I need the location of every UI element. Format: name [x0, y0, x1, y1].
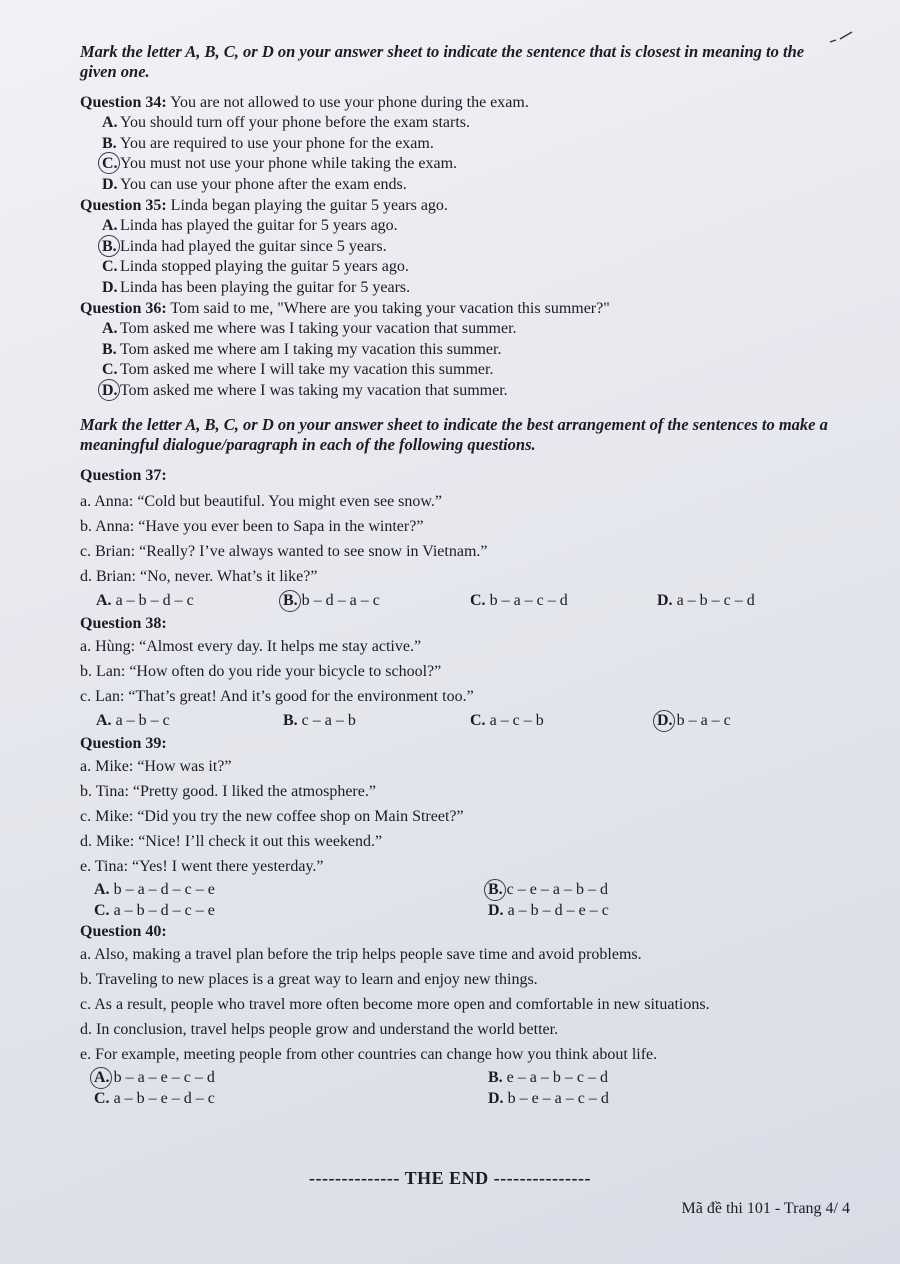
question-label: Question 40: [80, 923, 167, 940]
dialogue-line: b. Tina: “Pretty good. I liked the atmosphere.” [80, 783, 376, 800]
choice-d[interactable]: D. a – b – d – e – c [488, 902, 609, 919]
dialogue-line: e. Tina: “Yes! I went there yesterday.” [80, 858, 324, 875]
dialogue-line: a. Hùng: “Almost every day. It helps me stay active.” [80, 638, 422, 655]
question-label: Question 35: [80, 197, 167, 214]
paragraph-line: e. For example, meeting people from other countries can change how you think about life. [80, 1046, 658, 1063]
dialogue-line: d. Brian: “No, never. What’s it like?” [80, 568, 318, 585]
paragraph-line: c. As a result, people who travel more often become more open and comfortable in new situations. [80, 996, 710, 1013]
answer-choices [80, 879, 844, 921]
question-34 [80, 92, 844, 195]
question-35 [80, 195, 844, 298]
dialogue-line: a. Anna: “Cold but beautiful. You might even see snow.” [80, 493, 443, 510]
page-footer: Mã đề thi 101 - Trang 4/ 4 [681, 1200, 850, 1217]
question-37 [80, 463, 844, 613]
choice-a[interactable]: A. a – b – c [96, 712, 170, 729]
paragraph-line: d. In conclusion, travel helps people grow and understand the world better. [80, 1021, 559, 1038]
question-label: Question 36: [80, 300, 167, 317]
choice-d[interactable]: D. b – e – a – c – d [488, 1090, 609, 1107]
choice-d[interactable]: D. a – b – c – d [657, 592, 755, 609]
dialogue-line: b. Lan: “How often do you ride your bicycle to school?” [80, 663, 442, 680]
option-a[interactable]: A. You should turn off your phone before the exam starts. [102, 114, 471, 131]
option-a[interactable]: A. Linda has played the guitar for 5 years ago. [102, 217, 398, 234]
choice-c[interactable]: C. a – c – b [470, 712, 544, 729]
choice-a[interactable]: A. b – a – d – c – e [94, 881, 215, 898]
question-38 [80, 613, 844, 733]
option-b[interactable]: B. You are required to use your phone for the exam. [102, 134, 434, 152]
option-d[interactable]: D. You can use your phone after the exam ends. [102, 175, 407, 193]
question-label: Question 38: [80, 615, 167, 632]
dialogue-line: c. Mike: “Did you try the new coffee shop on Main Street?” [80, 808, 464, 825]
choice-b[interactable]: B. c – a – b [283, 712, 356, 729]
option-c[interactable]: C. Tom asked me where I will take my vacation this summer. [102, 361, 494, 378]
question-text: You are not allowed to use your phone during the exam. [170, 94, 529, 111]
option-c[interactable]: C. Linda stopped playing the guitar 5 years ago. [102, 258, 409, 275]
answer-choices [80, 1067, 844, 1109]
question-text: Tom said to me, "Where are you taking your vacation this summer?" [170, 300, 610, 317]
choice-a[interactable]: A. a – b – d – c [96, 592, 194, 609]
option-d[interactable]: D. Linda has been playing the guitar for 5 years. [102, 278, 411, 296]
paragraph-line: a. Also, making a travel plan before the trip helps people save time and avoid problems. [80, 946, 642, 963]
question-text: Linda began playing the guitar 5 years ago. [170, 197, 448, 214]
choice-c[interactable]: C. b – a – c – d [470, 592, 568, 609]
choice-c[interactable]: C. a – b – d – c – e [94, 902, 215, 919]
option-a[interactable]: A. Tom asked me where was I taking your vacation that summer. [102, 320, 517, 337]
choice-a-circled[interactable]: A. b – a – e – c – d [94, 1069, 215, 1086]
option-c-circled[interactable]: C. You must not use your phone while taking the exam. [80, 154, 844, 175]
dialogue-line: c. Brian: “Really? I’ve always wanted to see snow in Vietnam.” [80, 543, 488, 560]
question-36 [80, 298, 844, 401]
answer-choices [80, 709, 844, 733]
dialogue-line: d. Mike: “Nice! I’ll check it out this weekend.” [80, 833, 383, 850]
choice-b[interactable]: B. e – a – b – c – d [488, 1069, 608, 1086]
section1-instruction: Mark the letter A, B, C, or D on your answer sheet to indicate the sentence that is closest in meaning to the given one. [80, 42, 805, 81]
dialogue-line: c. Lan: “That’s great! And it’s good for the environment too.” [80, 688, 474, 705]
dialogue-line: a. Mike: “How was it?” [80, 758, 232, 775]
choice-b-circled[interactable]: B. c – e – a – b – d [488, 881, 608, 898]
question-label: Question 34: [80, 94, 167, 111]
pen-tick-mark [828, 30, 854, 46]
dialogue-line: b. Anna: “Have you ever been to Sapa in the winter?” [80, 518, 424, 535]
choice-c[interactable]: C. a – b – e – d – c [94, 1090, 215, 1107]
option-b-circled[interactable]: B. Linda had played the guitar since 5 years. [80, 237, 844, 258]
question-40 [80, 921, 844, 1109]
section2-instruction: Mark the letter A, B, C, or D on your answer sheet to indicate the best arrangement of the sentences to make a meaningful dialogue/paragraph in each of the following questions. [80, 415, 828, 454]
question-label: Question 37: [80, 467, 167, 484]
choice-d-circled[interactable]: D. b – a – c [657, 712, 731, 729]
paragraph-line: b. Traveling to new places is a great way to learn and enjoy new things. [80, 971, 538, 988]
option-d-circled[interactable]: D. Tom asked me where I was taking my vacation that summer. [80, 381, 844, 402]
answer-choices [80, 589, 844, 613]
question-39 [80, 733, 844, 921]
the-end-marker: -------------- THE END --------------- [308, 1168, 592, 1188]
option-b[interactable]: B. Tom asked me where am I taking my vacation this summer. [102, 340, 502, 358]
question-label: Question 39: [80, 735, 167, 752]
choice-b-circled[interactable]: B. b – d – a – c [283, 592, 380, 609]
